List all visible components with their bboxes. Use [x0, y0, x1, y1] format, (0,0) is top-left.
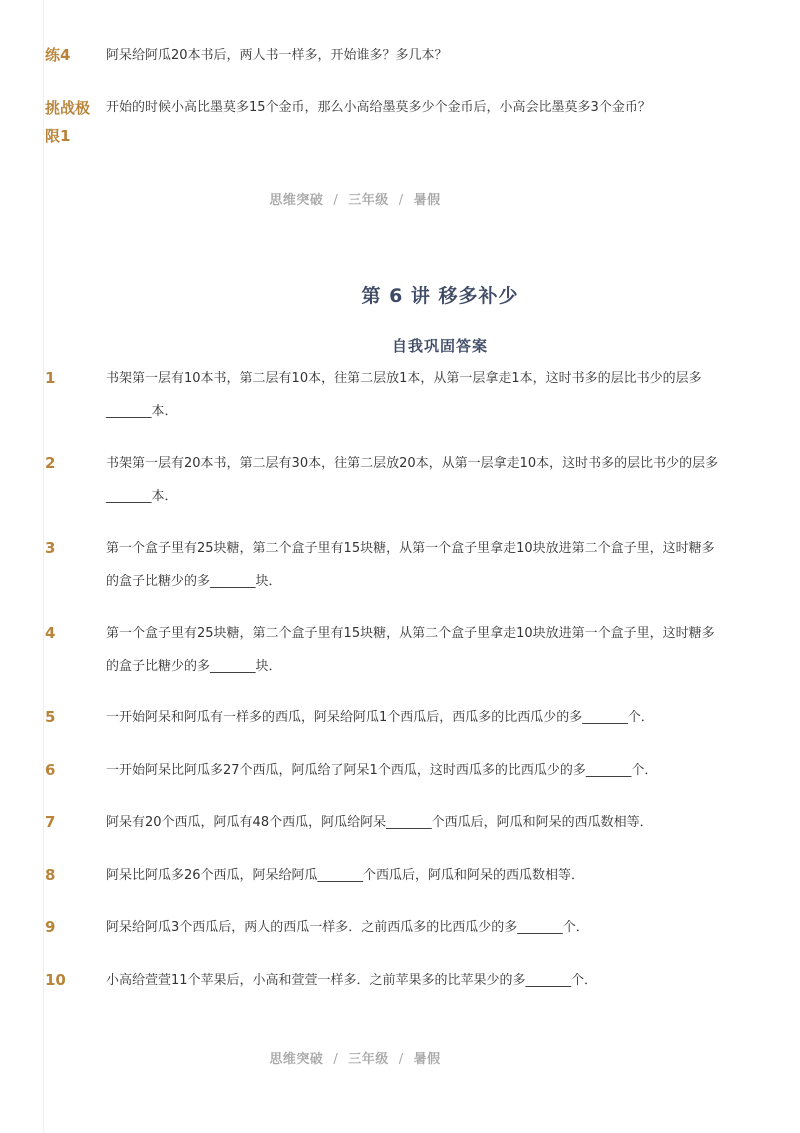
challenge-label [45, 94, 90, 150]
footer-grade: 三年级 [348, 193, 389, 208]
question-number: 9 [45, 918, 56, 936]
question-number: 3 [45, 539, 56, 557]
question-text: 阿呆有20个西瓜，阿瓜有48个西瓜，阿瓜给阿呆_______个西瓜后，阿瓜和阿呆的西瓜数相等． [106, 815, 653, 830]
question-text: 第一个盒子里有25块糖，第二个盒子里有15块糖，从第一个盒子里拿走10块放进第二个盒子里，这时糖多的盒子比糖少的多_______块． [106, 541, 715, 589]
question-number: 2 [45, 454, 56, 472]
footer-separator: / [398, 1052, 404, 1067]
question-text: 阿呆比阿瓜多26个西瓜，阿呆给阿瓜_______个西瓜后，阿瓜和阿呆的西瓜数相等． [106, 868, 585, 883]
challenge-text: 开始的时候小高比墨莫多15个金币，那么小高给墨莫多少个金币后，小高会比墨莫多3个金币？ [106, 100, 651, 115]
exercise-label: 练4 [45, 46, 71, 64]
page-footer [0, 1048, 710, 1067]
question-text: 书架第一层有20本书，第二层有30本，往第二层放20本，从第一层拿走10本，这时书多的层比书少的层多_______本． [106, 456, 719, 504]
page-footer [0, 189, 710, 208]
question-number: 7 [45, 813, 56, 831]
question-number: 6 [45, 761, 56, 779]
left-margin-line [43, 0, 44, 1133]
question-text: 书架第一层有10本书，第二层有10本，往第二层放1本，从第一层拿走1本，这时书多的层比书少的层多_______本． [106, 371, 702, 419]
footer-grade: 三年级 [348, 1052, 389, 1067]
challenge-label-line2: 限1 [45, 127, 71, 145]
exercise-text: 阿呆给阿瓜20本书后，两人书一样多，开始谁多？多几本？ [106, 48, 448, 63]
footer-term: 暑假 [413, 193, 441, 208]
question-text: 一开始阿呆和阿瓜有一样多的西瓜，阿呆给阿瓜1个西瓜后，西瓜多的比西瓜少的多_______个． [106, 710, 654, 725]
question-text: 阿呆给阿瓜3个西瓜后，两人的西瓜一样多．之前西瓜多的比西瓜少的多_______个． [106, 920, 589, 935]
question-number: 4 [45, 624, 56, 642]
footer-subject: 思维突破 [269, 1052, 324, 1067]
footer-separator: / [398, 193, 404, 208]
challenge-label-line1: 挑战极 [45, 99, 91, 117]
question-text: 第一个盒子里有25块糖，第二个盒子里有15块糖，从第二个盒子里拿走10块放进第一个盒子里，这时糖多的盒子比糖少的多_______块． [106, 626, 715, 674]
footer-separator: / [333, 193, 339, 208]
question-number: 10 [45, 971, 66, 989]
question-text: 小高给萱萱11个苹果后，小高和萱萱一样多．之前苹果多的比苹果少的多_______个． [106, 973, 598, 988]
question-number: 8 [45, 866, 56, 884]
question-number: 1 [45, 369, 56, 387]
question-number: 5 [45, 708, 56, 726]
question-text: 一开始阿呆比阿瓜多27个西瓜，阿瓜给了阿呆1个西瓜，这时西瓜多的比西瓜少的多_______个． [106, 763, 658, 778]
footer-separator: / [333, 1052, 339, 1067]
footer-term: 暑假 [413, 1052, 441, 1067]
lecture-title: 第 6 讲 移多补少 [361, 285, 519, 307]
answers-subtitle: 自我巩固答案 [391, 337, 488, 355]
footer-subject: 思维突破 [269, 193, 324, 208]
